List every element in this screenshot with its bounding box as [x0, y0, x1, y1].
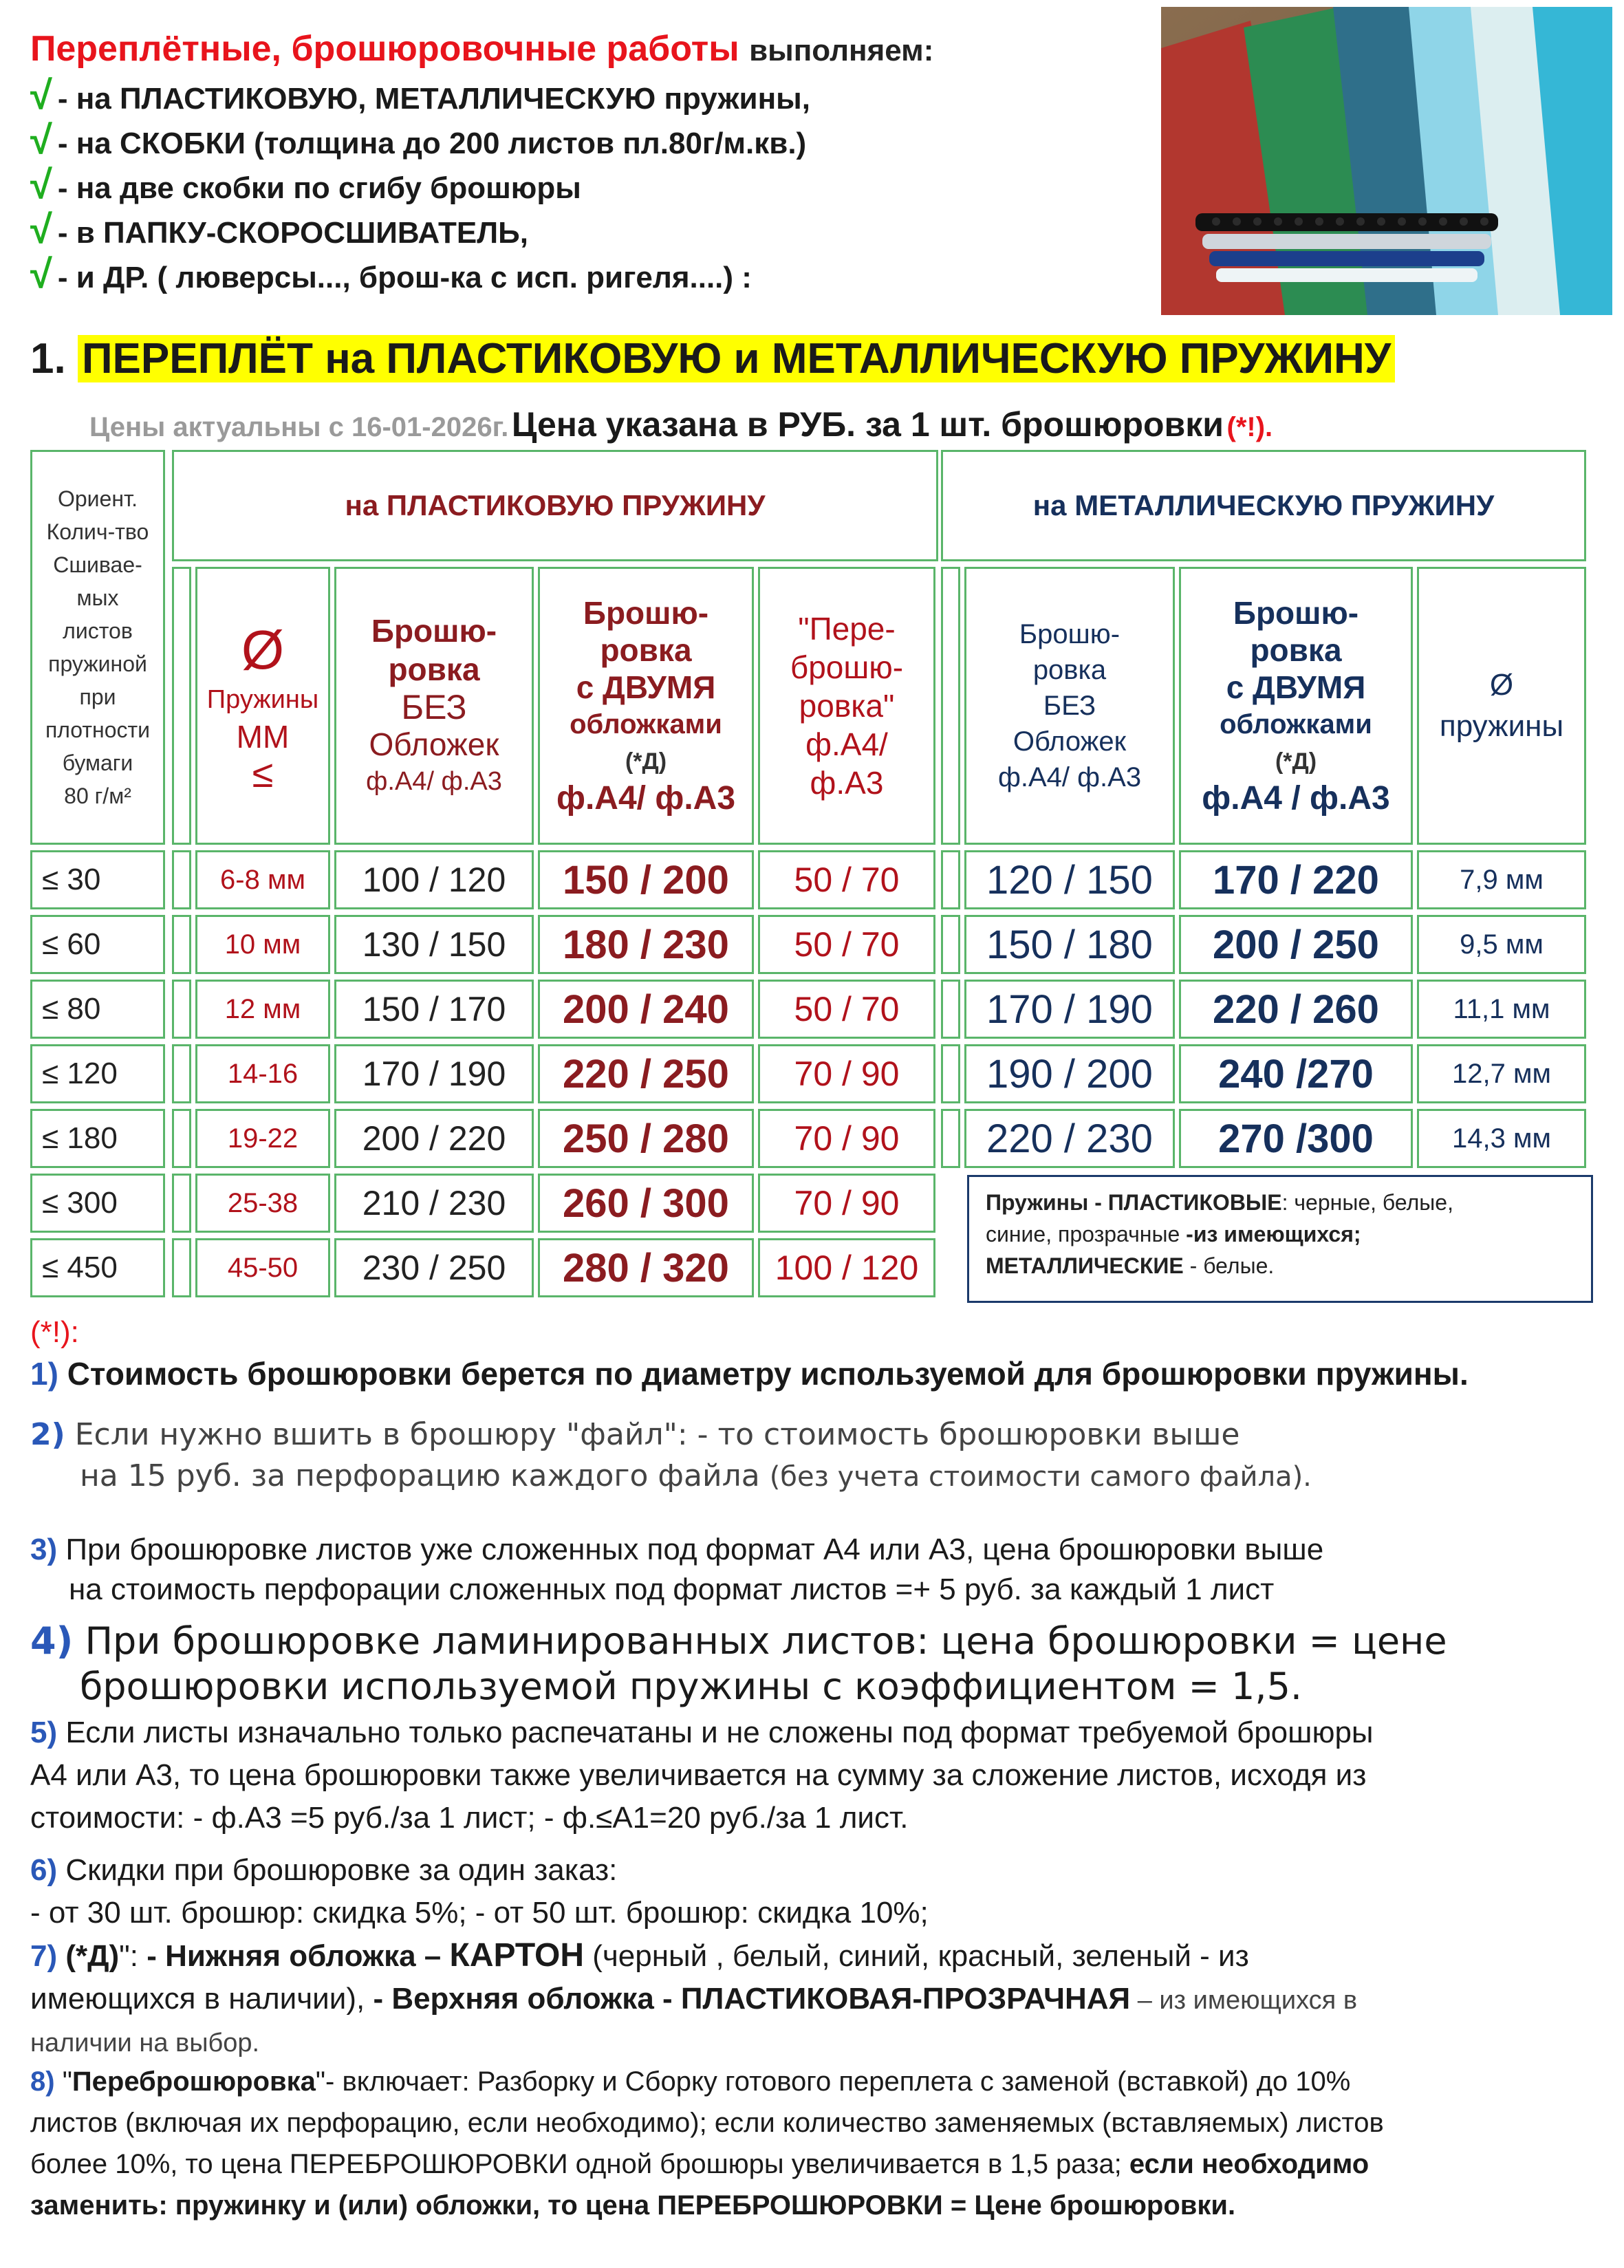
- footnotes-mark: (*!):: [30, 1315, 79, 1349]
- group-header-metal: на МЕТАЛЛИЧЕСКУЮ ПРУЖИНУ: [941, 450, 1586, 561]
- spacer-cell: [941, 1109, 960, 1168]
- cell-metal-diameter: 12,7 мм: [1417, 1044, 1586, 1103]
- cell-metal-covers: 240 /270: [1179, 1044, 1413, 1103]
- col-header-plastic-plain: Брошю- ровка БЕЗ Обложек ф.А4/ ф.А3: [334, 567, 534, 845]
- spacer-cell: [172, 915, 191, 974]
- cell-sheets: ≤ 120: [30, 1044, 165, 1103]
- spacer-cell: [172, 1109, 191, 1168]
- spacer-cell: [941, 915, 960, 974]
- cell-plastic-plain: 150 / 170: [334, 980, 534, 1039]
- service-item: √ - в ПАПКУ-СКОРОСШИВАТЕЛЬ,: [30, 207, 528, 252]
- cell-plastic-plain: 200 / 220: [334, 1109, 534, 1168]
- cell-rebind: 70 / 90: [758, 1174, 935, 1233]
- cell-metal-plain: 220 / 230: [964, 1109, 1175, 1168]
- section-subheading: Цены актуальны с 16-01-2026г. Цена указана в РУБ. за 1 шт. брошюровки (*!).: [89, 405, 1273, 444]
- cell-metal-diameter: 11,1 мм: [1417, 980, 1586, 1039]
- cell-rebind: 70 / 90: [758, 1109, 935, 1168]
- cell-plastic-plain: 100 / 120: [334, 850, 534, 909]
- check-icon: √: [30, 118, 52, 162]
- cell-metal-diameter: 14,3 мм: [1417, 1109, 1586, 1168]
- group-header-plastic: на ПЛАСТИКОВУЮ ПРУЖИНУ: [172, 450, 938, 561]
- cell-diameter: 19-22: [195, 1109, 330, 1168]
- cell-rebind: 50 / 70: [758, 915, 935, 974]
- cell-metal-plain: 170 / 190: [964, 980, 1175, 1039]
- cell-metal-covers: 220 / 260: [1179, 980, 1413, 1039]
- cell-rebind: 70 / 90: [758, 1044, 935, 1103]
- check-icon: √: [30, 207, 52, 252]
- cell-sheets: ≤ 300: [30, 1174, 165, 1233]
- cell-diameter: 10 мм: [195, 915, 330, 974]
- cell-plastic-covers: 150 / 200: [538, 850, 754, 909]
- footnote-3: 3) При брошюровке листов уже сложенных под формат А4 или А3, цена брошюровки выше: [30, 1533, 1324, 1566]
- spacer-cell: [172, 980, 191, 1039]
- footnote-4: 4) При брошюровке ламинированных листов: цена брошюровки = цене: [30, 1619, 1447, 1663]
- cell-rebind: 50 / 70: [758, 850, 935, 909]
- col-header-metal-covers: Брошю- ровка с ДВУМЯ обложками (*Д) ф.А4 / ф.А3: [1179, 567, 1413, 845]
- footnote-3-cont: на стоимость перфорации сложенных под формат листов =+ 5 руб. за каждый 1 лист: [69, 1573, 1275, 1606]
- cell-diameter: 6-8 мм: [195, 850, 330, 909]
- spacer-cell: [941, 980, 960, 1039]
- cell-plastic-plain: 210 / 230: [334, 1174, 534, 1233]
- header: [30, 25, 1131, 299]
- cell-plastic-covers: 220 / 250: [538, 1044, 754, 1103]
- cell-plastic-plain: 130 / 150: [334, 915, 534, 974]
- cell-rebind: 100 / 120: [758, 1238, 935, 1297]
- cell-rebind: 50 / 70: [758, 980, 935, 1039]
- footnote-1: 1) Стоимость брошюровки берется по диаметру используемой для брошюровки пружины.: [30, 1356, 1469, 1392]
- diameter-icon: Ø: [1489, 668, 1514, 702]
- cell-sheets: ≤ 450: [30, 1238, 165, 1297]
- footnote-4-cont: брошюровки используемой пружины с коэффициентом = 1,5.: [80, 1665, 1303, 1708]
- cell-metal-diameter: 9,5 мм: [1417, 915, 1586, 974]
- service-item: √ - и ДР. ( люверсы..., брош-ка с исп. ригеля....) :: [30, 252, 752, 296]
- left-header: Ориент. Колич-тво Сшивае- мых листов пружиной при плотности бумаги 80 г/м²: [45, 486, 151, 808]
- cell-plastic-covers: 180 / 230: [538, 915, 754, 974]
- spacer-cell: [172, 1044, 191, 1103]
- cell-metal-plain: 190 / 200: [964, 1044, 1175, 1103]
- check-icon: √: [30, 162, 52, 207]
- cell-plastic-covers: 280 / 320: [538, 1238, 754, 1297]
- header-title: Переплётные, брошюровочные работы выполняем:: [30, 29, 934, 69]
- cell-plastic-covers: 200 / 240: [538, 980, 754, 1039]
- footnote-5: 5) Если листы изначально только распечатаны и не сложены под формат требуемой брошюры А4 или А3, то цена брошюровки также увеличивается на сумму за сложение листов, исходя из стоимости: - ф.А3 =5 руб./за 1 лист; - ф.≤А1=20 руб./за 1 лист.: [30, 1716, 1374, 1835]
- service-item: √ - на ПЛАСТИКОВУЮ, МЕТАЛЛИЧЕСКУЮ пружины,: [30, 73, 810, 118]
- spacer-column: [172, 567, 191, 845]
- spacer-cell: [941, 850, 960, 909]
- left-header-cell: [30, 450, 165, 845]
- section-heading: 1. ПЕРЕПЛЁТ на ПЛАСТИКОВУЮ и МЕТАЛЛИЧЕСКУЮ ПРУЖИНУ: [30, 334, 1395, 383]
- footnote-8: 8) "Переброшюровка"- включает: Разборку и Сборку готового переплета с заменой (вставкой) до 10% листов (включая их перфорацию, если необходимо); если количество заменяемых (вставляемых) листов более 10%, то цена ПЕРЕБРОШЮРОВКИ одной брошюры увеличивается в 1,5 раза; если необходимо заменить: пружинку и (или) обложки, то цена ПЕРЕБРОШЮРОВКИ = Цене брошюровки.: [30, 2066, 1384, 2221]
- footnote-7: 7) (*Д)": - Нижняя обложка – КАРТОН (черный , белый, синий, красный, зеленый - из имеющихся в наличии), - Верхняя обложка - ПЛАСТИКОВАЯ-ПРОЗРАЧНАЯ – из имеющихся в наличии на выбор.: [30, 1937, 1357, 2058]
- cell-sheets: ≤ 30: [30, 850, 165, 909]
- cell-plastic-plain: 230 / 250: [334, 1238, 534, 1297]
- spacer-cell: [172, 1174, 191, 1233]
- cell-diameter: 12 мм: [195, 980, 330, 1039]
- col-header-metal-plain: Брошю- ровка БЕЗ Обложек ф.А4/ ф.А3: [964, 567, 1175, 845]
- photo-illustration: [1161, 7, 1612, 315]
- spacer-cell: [172, 1238, 191, 1297]
- col-header-rebind: "Пере- брошю- ровка" ф.А4/ ф.А3: [758, 567, 935, 845]
- footnote-2: 2) Если нужно вшить в брошюру "файл": - то стоимость брошюровки выше: [30, 1417, 1240, 1452]
- check-icon: √: [30, 252, 52, 296]
- cell-metal-plain: 150 / 180: [964, 915, 1175, 974]
- cell-metal-covers: 170 / 220: [1179, 850, 1413, 909]
- spring-types-note: Пружины - ПЛАСТИКОВЫЕ: черные, белые, синие, прозрачные -из имеющихся; МЕТАЛЛИЧЕСКИЕ - белые.: [967, 1175, 1593, 1303]
- cell-plastic-covers: 250 / 280: [538, 1109, 754, 1168]
- cell-sheets: ≤ 180: [30, 1109, 165, 1168]
- service-item: √ - на СКОБКИ (толщина до 200 листов пл.80г/м.кв.): [30, 118, 807, 162]
- cell-plastic-covers: 260 / 300: [538, 1174, 754, 1233]
- col-header-plastic-covers: Брошю- ровка с ДВУМЯ обложками (*Д) ф.А4/ ф.А3: [538, 567, 754, 845]
- col-header-diameter: Ø Пружины ММ ≤: [195, 567, 330, 845]
- spacer-cell: [172, 850, 191, 909]
- cell-sheets: ≤ 80: [30, 980, 165, 1039]
- cell-diameter: 14-16: [195, 1044, 330, 1103]
- cell-sheets: ≤ 60: [30, 915, 165, 974]
- footnote-2-cont: на 15 руб. за перфорацию каждого файла (без учета стоимости самого файла).: [80, 1458, 1312, 1493]
- cell-diameter: 25-38: [195, 1174, 330, 1233]
- footnote-6: 6) Скидки при брошюровке за один заказ: - от 30 шт. брошюр: скидка 5%; - от 50 шт. брошюр: скидка 10%;: [30, 1853, 929, 1930]
- cell-diameter: 45-50: [195, 1238, 330, 1297]
- diameter-icon: Ø: [241, 619, 285, 680]
- cell-metal-covers: 200 / 250: [1179, 915, 1413, 974]
- cell-plastic-plain: 170 / 190: [334, 1044, 534, 1103]
- cell-metal-diameter: 7,9 мм: [1417, 850, 1586, 909]
- service-item: √ - на две скобки по сгибу брошюры: [30, 162, 581, 207]
- col-header-metal-diameter: Ø пружины: [1417, 567, 1586, 845]
- check-icon: √: [30, 73, 52, 118]
- binding-materials-photo: [1161, 7, 1612, 315]
- spacer-cell: [941, 1044, 960, 1103]
- cell-metal-plain: 120 / 150: [964, 850, 1175, 909]
- cell-metal-covers: 270 /300: [1179, 1109, 1413, 1168]
- spacer-column: [941, 567, 960, 845]
